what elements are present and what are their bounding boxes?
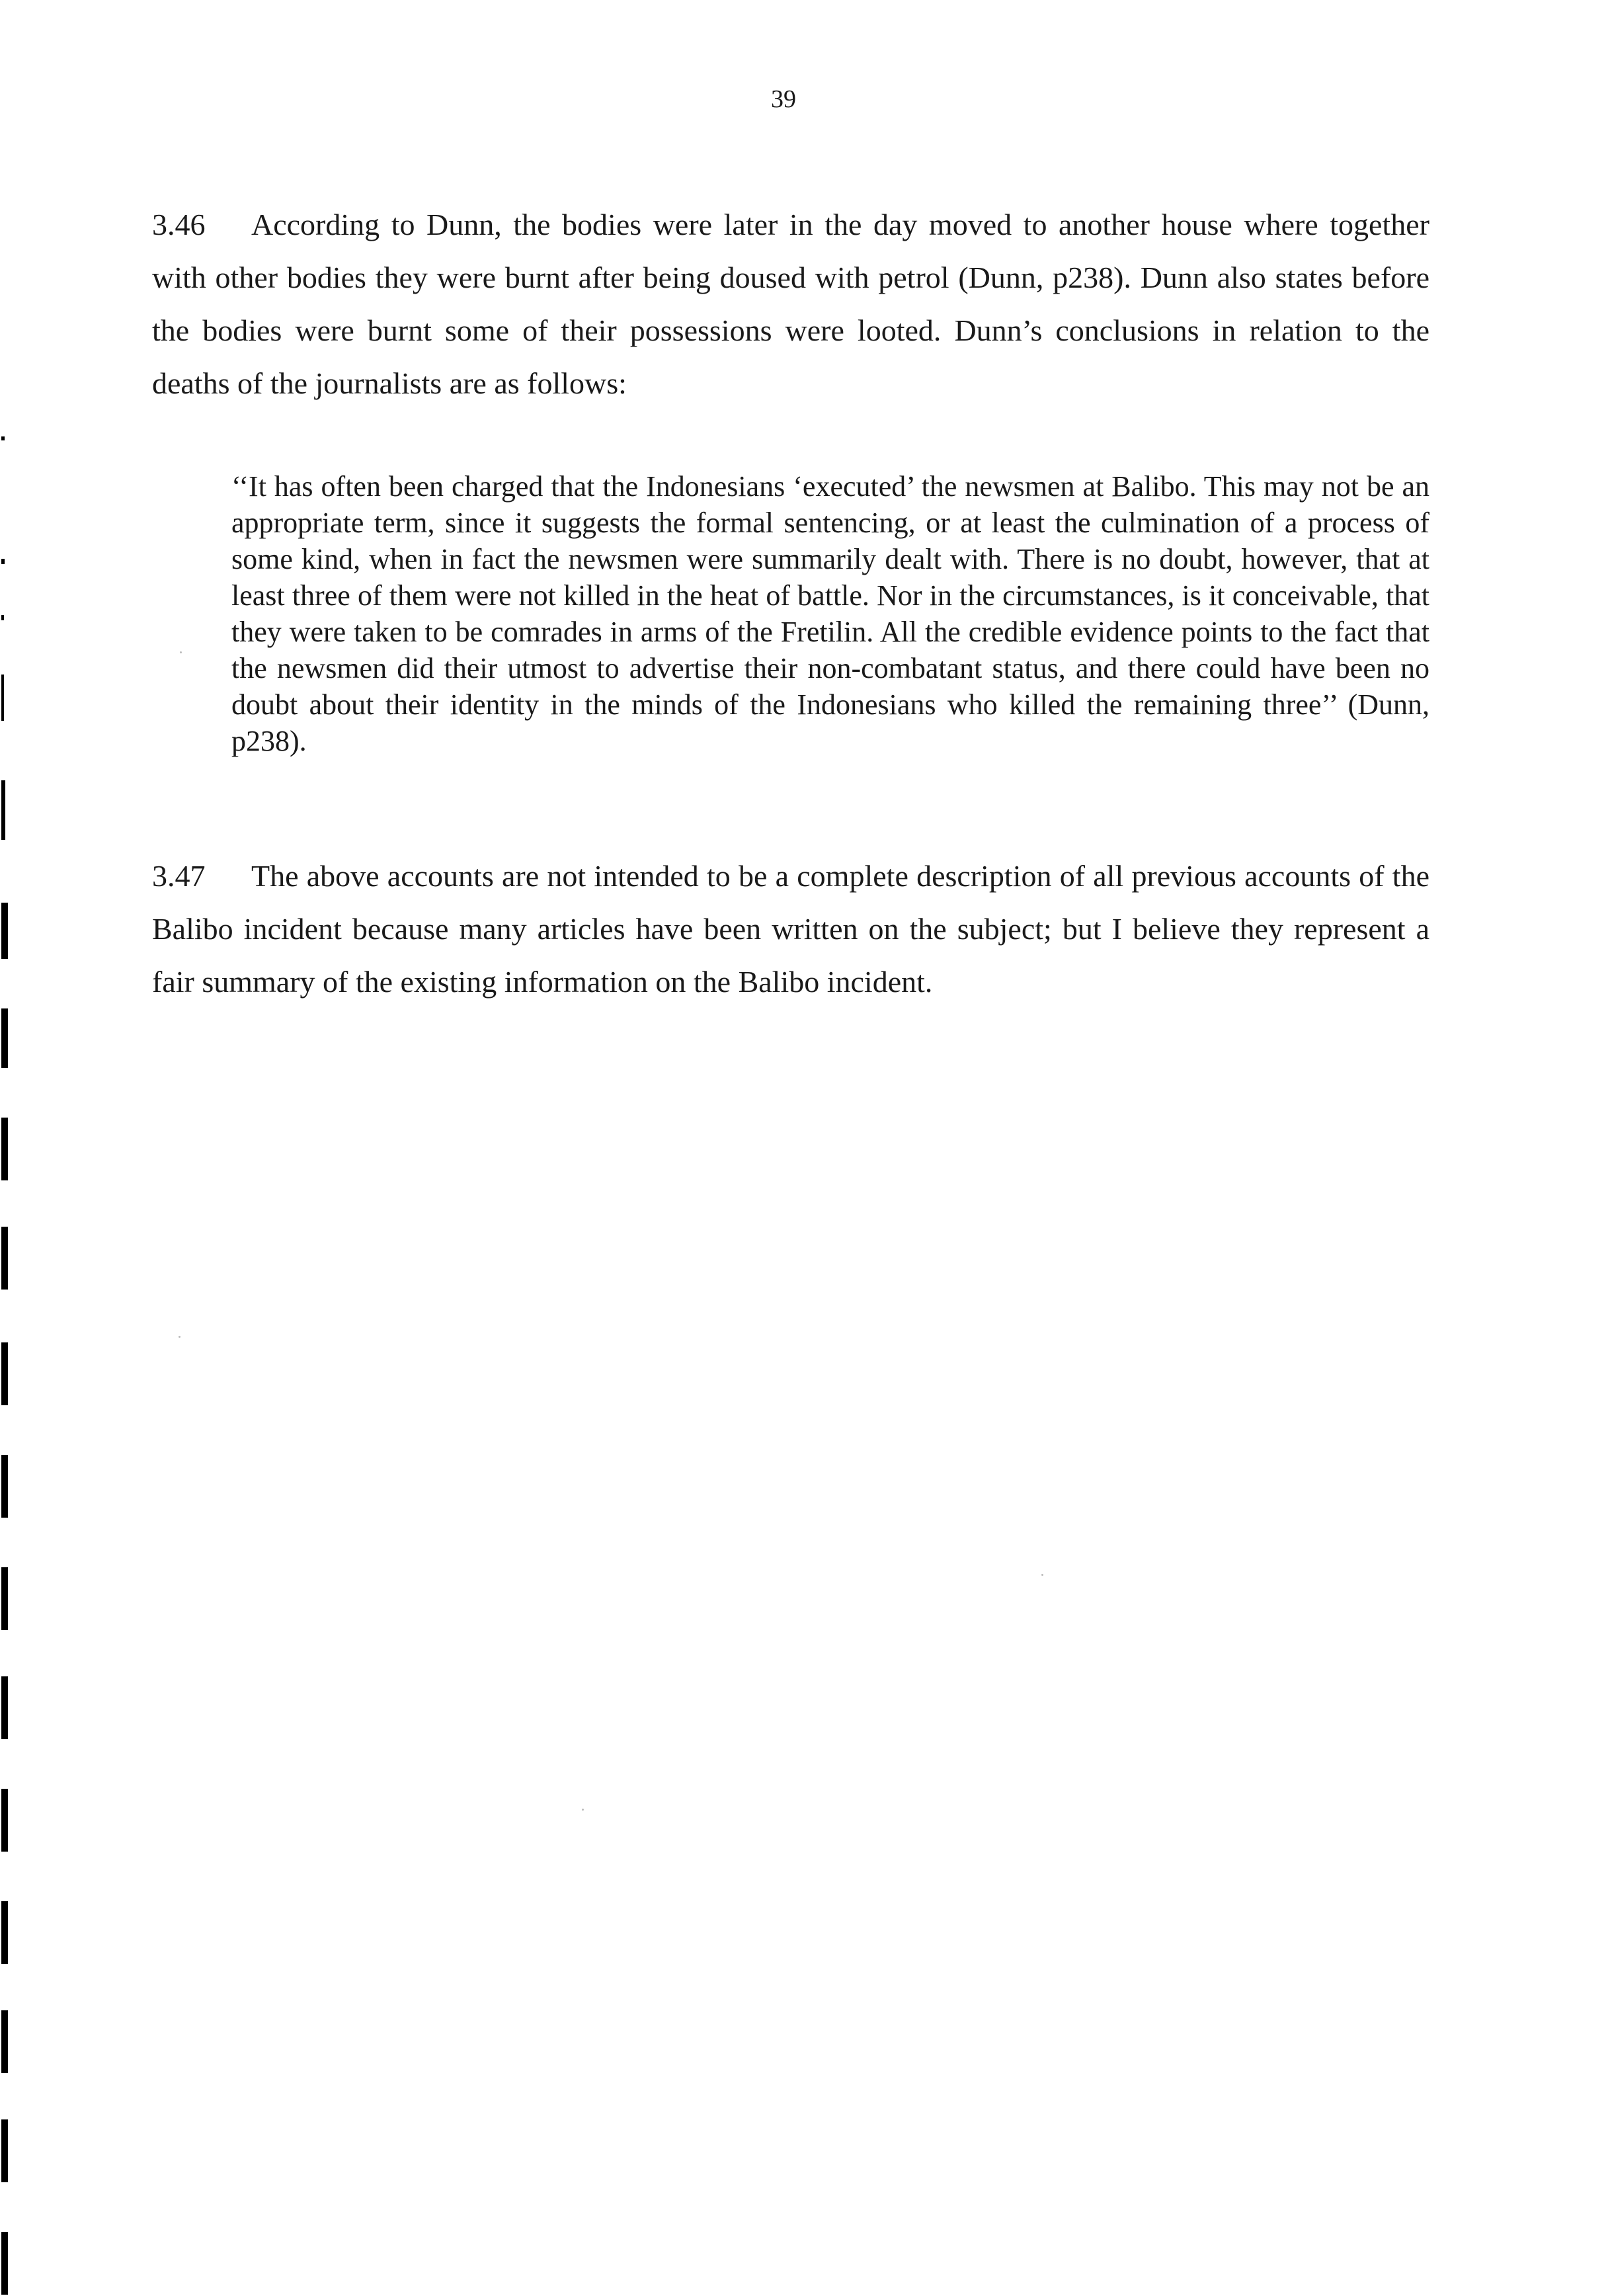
scan-margin-marks [0,0,20,2296]
scan-mark [1,1118,8,1180]
scan-speck [582,1809,584,1811]
scan-mark [1,436,5,440]
scan-speck [180,651,182,653]
scan-mark [1,2119,8,2182]
scan-mark [1,675,4,721]
scan-mark [1,1342,8,1405]
page-number: 39 [771,85,796,113]
scan-mark [1,615,4,620]
paragraph-number: 3.47 [152,859,206,893]
scan-mark [1,1789,8,1852]
paragraph-3-46 [152,198,1429,410]
scan-mark [1,1455,8,1518]
block-quote: ‘‘It has often been charged that the Indonesians ‘executed’ the newsmen at Balibo. This may not be an appropriate term, since it suggests the formal sentencing, or at least the culmination of a process of some kind, when in fact the newsmen were summarily dealt with. There is no doubt, however, that at least three of them were not killed in the heat of battle. Nor in the circumstances, is it conceivable, that they were taken to be comrades in arms of the Fretilin. All the credible evidence points to the fact that the newsmen did their utmost to advertise their non-combatant status, and there could have been no doubt about their identity in the minds of the Indonesians who killed the remaining three’’ (Dunn, p238). [231,470,1429,757]
scan-mark [1,559,5,564]
scan-mark [1,2010,8,2073]
paragraph-3-47 [152,850,1429,1008]
scan-mark [1,2232,8,2295]
scan-mark [1,1008,8,1068]
scan-mark [1,1567,8,1630]
paragraph-text: According to Dunn, the bodies were later in the day moved to another house where together with other bodies they were burnt after being doused with petrol (Dunn, p238). Dunn also states before the bodies were burnt some of their possessions were looted. Dunn’s conclusions in relation to the deaths of the journalists are as follows: [152,208,1429,400]
scan-mark [1,780,5,840]
scan-mark [1,903,8,959]
scan-speck [179,1336,181,1338]
scan-mark [1,1676,8,1739]
scan-mark [1,1901,8,1964]
paragraph-text: The above accounts are not intended to be a complete description of all previous accounts of the Balibo incident because many articles have been written on the subject; but I believe they represent a fair summary of the existing information on the Balibo incident. [152,859,1429,999]
paragraph-number: 3.46 [152,208,206,241]
scan-speck [1041,1574,1043,1576]
scan-mark [1,1227,8,1290]
